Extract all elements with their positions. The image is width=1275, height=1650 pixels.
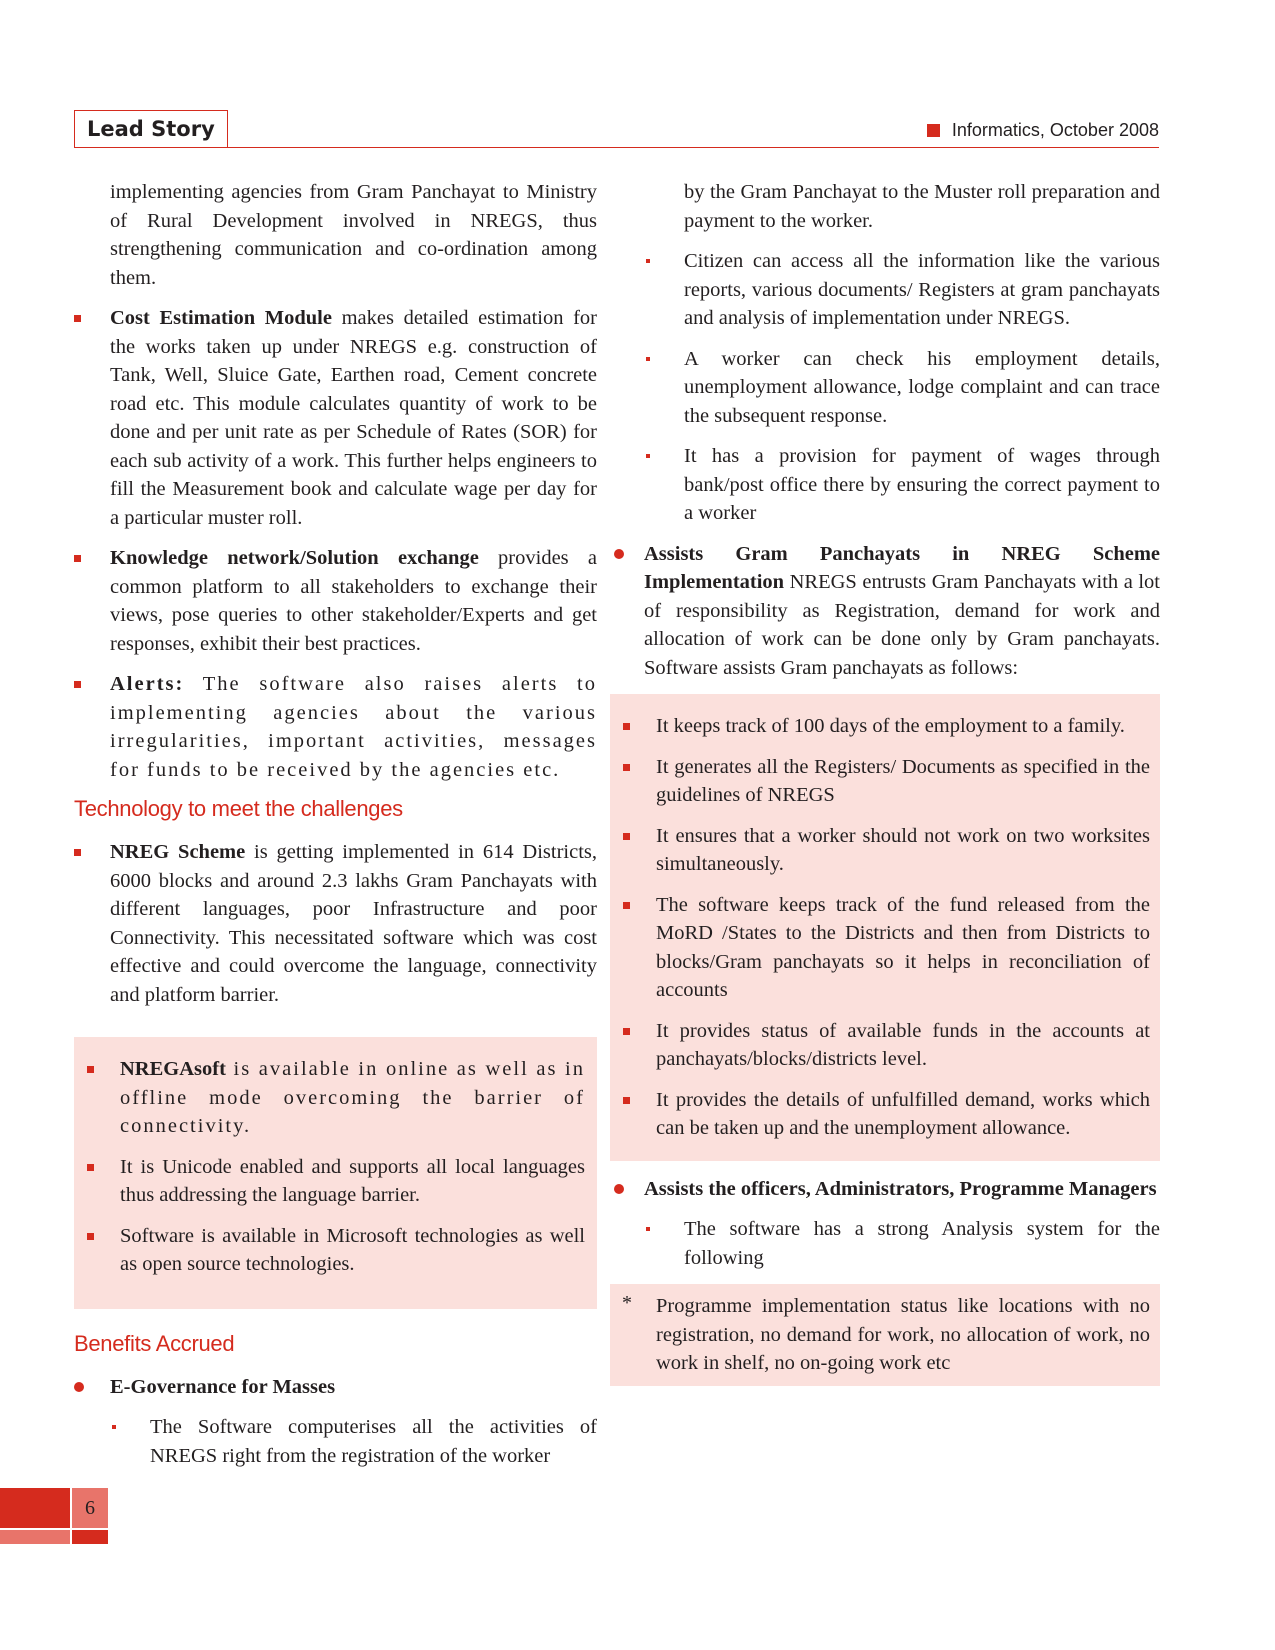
box-item: [622, 1086, 1150, 1143]
issue-text: Informatics, October 2008: [951, 120, 1159, 140]
highlight-box-gram-panchayats: [610, 694, 1160, 1161]
continued-paragraph: by the Gram Panchayat to the Muster roll preparation and payment to the worker.: [684, 181, 1160, 232]
square-bullet-icon: [623, 723, 630, 730]
highlight-box-nregasoft: [74, 1037, 597, 1309]
square-bullet-icon: [623, 1097, 630, 1104]
item-text: It is Unicode enabled and supports all local languages thus addressing the language barrier.: [120, 1155, 585, 1206]
item-text: is available in online as well as in offline mode overcoming the barrier of connectivity.: [120, 1058, 585, 1137]
box-item: [622, 712, 1150, 741]
small-square-bullet-icon: [646, 259, 650, 263]
item-text: It ensures that a worker should not work on two worksites simultaneously.: [656, 824, 1150, 875]
box-item: [86, 1222, 585, 1279]
small-square-bullet-icon: [646, 454, 650, 458]
square-bullet-icon: [74, 681, 81, 688]
dot-bullet-icon: [74, 1382, 84, 1392]
box-item: [86, 1055, 585, 1141]
square-bullet-icon: [87, 1066, 94, 1073]
left-column: [74, 178, 597, 1482]
square-bullet-icon: [623, 902, 630, 909]
page-tab-decoration: [0, 1530, 70, 1544]
item-text: The software has a strong Analysis system for the following: [684, 1218, 1160, 1269]
list-item-alerts: [74, 670, 597, 784]
item-title: NREGAsoft: [120, 1058, 226, 1080]
sub-item: [640, 345, 1160, 431]
list-item-nreg-scheme: [74, 838, 597, 1009]
square-bullet-icon: [623, 833, 630, 840]
section-heading-technology: Technology to meet the challenges: [74, 796, 403, 821]
box-item: [86, 1153, 585, 1210]
item-text: provides a common platform to all stakeholders to exchange their views, pose queries to other stakeholder/Experts and get responses, exhibit their best practices.: [110, 547, 597, 655]
square-bullet-icon: [87, 1164, 94, 1171]
item-title: NREG Scheme: [110, 841, 246, 863]
page-number-block: [0, 1488, 108, 1544]
section-label: Lead Story: [74, 110, 228, 147]
item-text: The Software computerises all the activities of NREGS right from the registration of the worker: [150, 1416, 597, 1467]
list-item-knowledge-network: [74, 544, 597, 658]
issue-label: [927, 120, 1159, 141]
box-item: [622, 1292, 1150, 1378]
item-text: It generates all the Registers/ Documents as specified in the guidelines of NREGS: [656, 755, 1150, 806]
item-text: Programme implementation status like locations with no registration, no demand for work, no allocation of work, no work in shelf, no on-going work etc: [656, 1295, 1150, 1374]
item-text: It provides status of available funds in the accounts at panchayats/blocks/districts level.: [656, 1019, 1150, 1070]
item-text: It has a provision for payment of wages through bank/post office there by ensuring the correct payment to a worker: [684, 445, 1160, 524]
item-title: Assists Gram Panchayats in NREG Scheme Implementation: [644, 542, 1160, 593]
item-text: The software also raises alerts to implementing agencies about the various irregularities, important activities, messages for funds to be received by the agencies etc.: [110, 673, 597, 781]
sub-item: [640, 247, 1160, 333]
page-tab-decoration: [0, 1488, 70, 1528]
item-text: It provides the details of unfulfilled demand, works which can be taken up and the unemployment allowance.: [656, 1088, 1150, 1139]
box-item: [622, 753, 1150, 810]
item-title: Alerts:: [110, 673, 185, 695]
square-bullet-icon: [74, 315, 81, 322]
square-bullet-icon: [87, 1233, 94, 1240]
small-square-bullet-icon: [646, 357, 650, 361]
dot-bullet-icon: [614, 1184, 624, 1194]
box-item: [622, 891, 1150, 1005]
item-text: is getting implemented in 614 Districts, 6000 blocks and around 2.3 lakhs Gram Panchayats with different languages, poor Infrastructure and poor Connectivity. This necessitated software which was cost effective and could overcome the language, connectivity and platform barrier.: [110, 841, 598, 1006]
item-title: E-Governance for Masses: [110, 1375, 336, 1398]
square-bullet-icon: [623, 1028, 630, 1035]
small-square-bullet-icon: [646, 1227, 650, 1231]
item-text: It keeps track of 100 days of the employment to a family.: [656, 715, 1125, 737]
small-square-bullet-icon: [112, 1425, 116, 1429]
sub-item: [640, 442, 1160, 528]
item-text: NREGS entrusts Gram Panchayats with a lot of responsibility as Registration, demand for work and allocation of work can be done only by Gram panchayats. Software assists Gram panchayats as follows:: [644, 571, 1160, 679]
item-title: Assists the officers, Administrators, Programme Managers: [644, 1177, 1157, 1200]
intro-paragraph: implementing agencies from Gram Panchayat to Ministry of Rural Development involved in NREGS, thus strengthening communication and co-ordination among them.: [110, 181, 597, 289]
box-item: [622, 1017, 1150, 1074]
list-item-assists-officers: [640, 1175, 1160, 1204]
page-number: 6: [72, 1488, 108, 1528]
list-item-cost-estimation: [74, 304, 597, 532]
sub-item-computerises: [74, 1413, 597, 1470]
right-column: [622, 178, 1160, 1386]
item-title: Knowledge network/Solution exchange: [110, 547, 479, 569]
page-header: [74, 110, 1159, 148]
square-bullet-icon: [623, 764, 630, 771]
item-text: makes detailed estimation for the works taken up under NREGS e.g. construction of Tank, Well, Sluice Gate, Earthen road, Cement concrete road etc. This module calculates quantity of work to be done and per unit rate as per Schedule of Rates (SOR) for each sub activity of a work. This further helps engineers to fill the Measurement book and calculate wage per day for a particular muster roll.: [110, 307, 597, 529]
box-item: [622, 822, 1150, 879]
item-text: A worker can check his employment details, unemployment allowance, lodge complaint and can trace the subsequent response.: [684, 347, 1160, 427]
dot-bullet-icon: [614, 549, 624, 559]
item-text: The software keeps track of the fund released from the MoRD /States to the Districts and then from Districts to blocks/Gram panchayats so it helps in reconciliation of accounts: [656, 893, 1150, 1001]
item-text: Software is available in Microsoft technologies as well as open source technologies.: [120, 1224, 585, 1275]
item-text: Citizen can access all the information like the various reports, various documents/ Registers at gram panchayats and analysis of implementation under NREGS.: [684, 250, 1160, 329]
item-title: Cost Estimation Module: [110, 307, 332, 329]
square-bullet-icon: [74, 849, 81, 856]
highlight-box-programme-status: [610, 1284, 1160, 1386]
page-tab-decoration: [72, 1530, 108, 1544]
asterisk-bullet: *: [622, 1292, 632, 1314]
list-item-egovernance: [74, 1373, 597, 1402]
section-heading-benefits: Benefits Accrued: [74, 1330, 235, 1356]
list-item-assists-gp: [640, 540, 1160, 683]
sub-item-analysis: [640, 1215, 1160, 1272]
red-square-icon: [927, 124, 940, 137]
square-bullet-icon: [74, 555, 81, 562]
